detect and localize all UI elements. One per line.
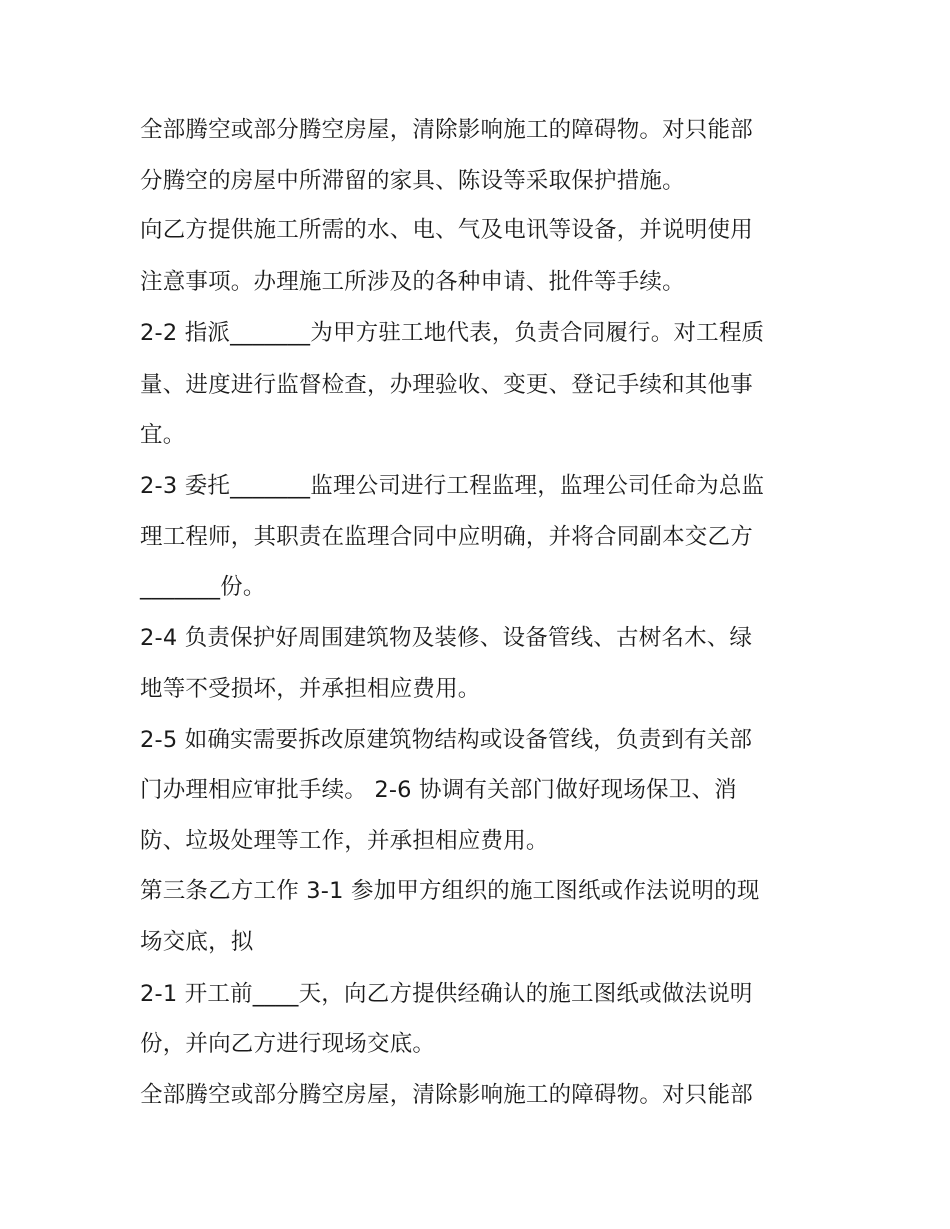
text-line: 全部腾空或部分腾空房屋，清除影响施工的障碍物。对只能部 bbox=[140, 117, 753, 143]
text-line: 2-1 开工前____天，向乙方提供经确认的施工图纸或做法说明 bbox=[140, 981, 753, 1007]
text-line: 注意事项。办理施工所涉及的各种申请、批件等手续。 bbox=[140, 269, 685, 295]
text-line: 宜。 bbox=[140, 422, 186, 448]
text-line: 门办理相应审批手续。 2-6 协调有关部门做好现场保卫、消 bbox=[140, 777, 737, 803]
text-line: 场交底，拟 bbox=[140, 929, 254, 955]
text-line: 量、进度进行监督检查，办理验收、变更、登记手续和其他事 bbox=[140, 372, 753, 398]
text-line: _______份。 bbox=[140, 574, 266, 600]
text-line: 地等不受损坏，并承担相应费用。 bbox=[140, 676, 481, 702]
text-line: 2-5 如确实需要拆改原建筑物结构或设备管线，负责到有关部 bbox=[140, 727, 753, 753]
text-line: 第三条乙方工作 3-1 参加甲方组织的施工图纸或作法说明的现 bbox=[140, 878, 760, 904]
text-line: 分腾空的房屋中所滞留的家具、陈设等采取保护措施。 bbox=[140, 168, 685, 194]
text-line: 2-2 指派_______为甲方驻工地代表，负责合同履行。对工程质 bbox=[140, 320, 765, 346]
text-line: 向乙方提供施工所需的水、电、气及电讯等设备，并说明使用 bbox=[140, 217, 753, 243]
text-line: 2-3 委托_______监理公司进行工程监理，监理公司任命为总监 bbox=[140, 473, 765, 499]
text-line: 2-4 负责保护好周围建筑物及装修、设备管线、古树名木、绿 bbox=[140, 625, 753, 651]
text-line: 份，并向乙方进行现场交底。 bbox=[140, 1031, 436, 1057]
text-line: 理工程师，其职责在监理合同中应明确，并将合同副本交乙方 bbox=[140, 524, 753, 550]
text-line: 防、垃圾处理等工作，并承担相应费用。 bbox=[140, 828, 549, 854]
text-line: 全部腾空或部分腾空房屋，清除影响施工的障碍物。对只能部 bbox=[140, 1082, 753, 1108]
